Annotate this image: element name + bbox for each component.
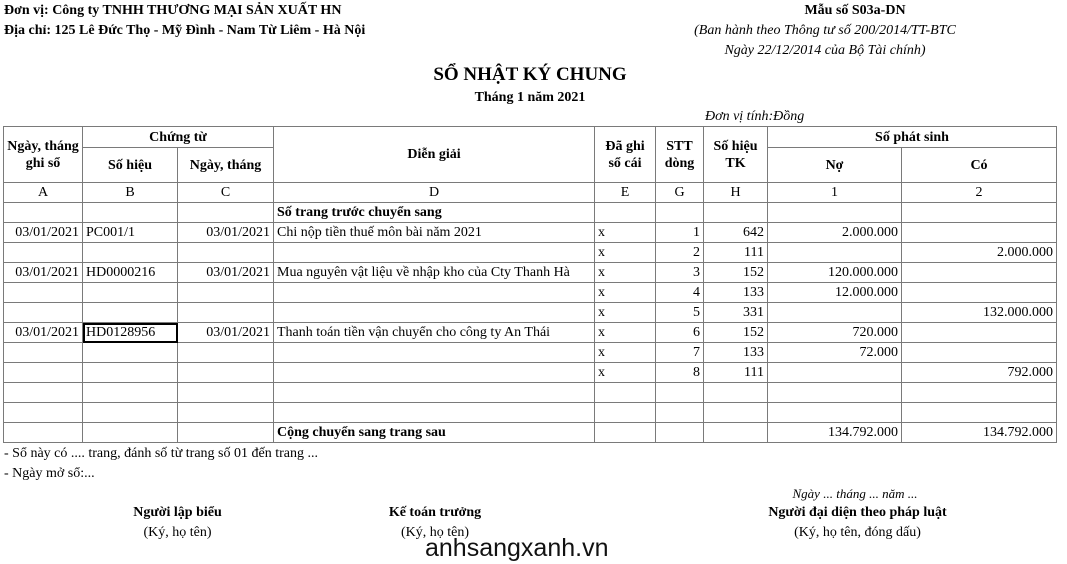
cell-posted[interactable]: x <box>595 363 656 383</box>
cell-voucher-no[interactable] <box>83 283 178 303</box>
page-subtitle: Tháng 1 năm 2021 <box>474 90 586 105</box>
cell-line-no[interactable]: 4 <box>656 283 704 303</box>
cell-posted[interactable]: x <box>595 263 656 283</box>
legal-rep-sign-note: (Ký, họ tên, đóng dấu) <box>794 525 921 540</box>
cell-date[interactable] <box>4 283 83 303</box>
cell-voucher-date[interactable] <box>178 303 274 323</box>
form-regulation-date: Ngày 22/12/2014 của Bộ Tài chính) <box>724 43 926 58</box>
letter-cell: H <box>704 183 768 203</box>
cell-line-no[interactable]: 2 <box>656 243 704 263</box>
cell-account[interactable]: 331 <box>704 303 768 323</box>
company-unit: Đơn vị: Công ty TNHH THƯƠNG MẠI SẢN XUẤT HN <box>4 3 342 18</box>
cell-line-no[interactable]: 7 <box>656 343 704 363</box>
cell-voucher-date[interactable]: 03/01/2021 <box>178 223 274 243</box>
cell-posted[interactable]: x <box>595 283 656 303</box>
header-description: Diễn giải <box>274 127 595 183</box>
cell-credit[interactable] <box>902 283 1057 303</box>
cell-credit[interactable] <box>902 343 1057 363</box>
page-title: SỔ NHẬT KÝ CHUNG <box>433 64 627 85</box>
cell-voucher-no[interactable] <box>83 243 178 263</box>
header-voucher-no: Số hiệu <box>83 148 178 183</box>
cell-description[interactable]: Mua nguyên vật liệu về nhập kho của Cty Thanh Hà <box>274 263 595 283</box>
cell-voucher-no[interactable] <box>83 303 178 323</box>
cell-account[interactable]: 111 <box>704 363 768 383</box>
cell-voucher-date[interactable] <box>178 363 274 383</box>
form-code: Mẫu số S03a-DN <box>804 3 906 18</box>
cell-line-no[interactable]: 8 <box>656 363 704 383</box>
cell-voucher-no[interactable]: PC001/1 <box>83 223 178 243</box>
cell-debit[interactable] <box>768 363 902 383</box>
cell-debit[interactable] <box>768 243 902 263</box>
empty-row <box>4 383 1057 403</box>
cell-line-no[interactable]: 1 <box>656 223 704 243</box>
cell-description[interactable]: Chi nộp tiền thuế môn bài năm 2021 <box>274 223 595 243</box>
header-voucher-date: Ngày, tháng <box>178 148 274 183</box>
cell-description[interactable]: Thanh toán tiền vận chuyển cho công ty An Thái <box>274 323 595 343</box>
cell-account[interactable]: 133 <box>704 343 768 363</box>
header-posted: Đã ghi sổ cái <box>595 127 656 183</box>
header-voucher: Chứng từ <box>83 127 274 148</box>
cell-account[interactable]: 152 <box>704 263 768 283</box>
cell-account[interactable]: 133 <box>704 283 768 303</box>
cell-date[interactable] <box>4 343 83 363</box>
journal-table <box>3 126 1057 443</box>
table-row <box>4 243 1057 263</box>
cell-description[interactable] <box>274 363 595 383</box>
cell-voucher-no[interactable] <box>83 363 178 383</box>
total-debit[interactable]: 134.792.000 <box>768 423 902 443</box>
cell-debit[interactable]: 2.000.000 <box>768 223 902 243</box>
note-pages: - Sổ này có .... trang, đánh số từ trang số 01 đến trang ... <box>4 446 318 461</box>
table-row <box>4 283 1057 303</box>
chief-accountant-sign-note: (Ký, họ tên) <box>400 525 470 540</box>
cell-date[interactable]: 03/01/2021 <box>4 223 83 243</box>
letter-cell: G <box>656 183 704 203</box>
cell-posted[interactable]: x <box>595 243 656 263</box>
cell-credit[interactable]: 132.000.000 <box>902 303 1057 323</box>
form-regulation-note: (Ban hành theo Thông tư số 200/2014/TT-BTC <box>694 23 956 38</box>
header-amount: Số phát sinh <box>768 127 1057 148</box>
cell-debit[interactable]: 72.000 <box>768 343 902 363</box>
cell-date[interactable] <box>4 303 83 323</box>
cell-line-no[interactable]: 5 <box>656 303 704 323</box>
cell-line-no[interactable]: 6 <box>656 323 704 343</box>
cell-voucher-date[interactable] <box>178 343 274 363</box>
cell-description[interactable] <box>274 343 595 363</box>
cell-credit[interactable] <box>902 223 1057 243</box>
total-credit[interactable]: 134.792.000 <box>902 423 1057 443</box>
watermark: anhsangxanh.vn <box>425 534 609 562</box>
chief-accountant-title: Kế toán trưởng <box>388 505 482 520</box>
table-row <box>4 263 1057 283</box>
legal-rep-title: Người đại diện theo pháp luật <box>768 505 947 520</box>
cell-account[interactable]: 642 <box>704 223 768 243</box>
carried-forward-row <box>4 203 1057 223</box>
letter-cell: A <box>4 183 83 203</box>
header-date: Ngày, tháng ghi sổ <box>4 127 83 183</box>
cell-credit[interactable]: 792.000 <box>902 363 1057 383</box>
cell-voucher-date[interactable]: 03/01/2021 <box>178 263 274 283</box>
table-row <box>4 303 1057 323</box>
cell-credit[interactable] <box>902 263 1057 283</box>
letter-cell: 2 <box>902 183 1057 203</box>
cell-description[interactable] <box>274 283 595 303</box>
signature-date: Ngày ... tháng ... năm ... <box>792 486 918 501</box>
cell-date[interactable] <box>4 363 83 383</box>
cell-voucher-no[interactable] <box>83 343 178 363</box>
cell-line-no[interactable]: 3 <box>656 263 704 283</box>
cell-debit[interactable]: 120.000.000 <box>768 263 902 283</box>
cell-account[interactable]: 111 <box>704 243 768 263</box>
cell-posted[interactable]: x <box>595 323 656 343</box>
cell-posted[interactable]: x <box>595 343 656 363</box>
cell-debit[interactable] <box>768 303 902 323</box>
cell-date[interactable]: 03/01/2021 <box>4 263 83 283</box>
letter-cell: C <box>178 183 274 203</box>
letter-cell: E <box>595 183 656 203</box>
cell-voucher-no-selected[interactable]: HD0128956 <box>83 323 178 343</box>
note-open-date: - Ngày mở sổ:... <box>4 466 95 481</box>
cell-date[interactable]: 03/01/2021 <box>4 323 83 343</box>
table-row <box>4 323 1057 343</box>
header-account: Số hiệu TK <box>704 127 768 183</box>
cell-debit[interactable]: 720.000 <box>768 323 902 343</box>
empty-row <box>4 403 1057 423</box>
cell-voucher-no[interactable]: HD0000216 <box>83 263 178 283</box>
currency-unit: Đơn vị tính:Đồng <box>705 109 805 124</box>
table-row <box>4 343 1057 363</box>
header-debit: Nợ <box>768 148 902 183</box>
cell-description[interactable] <box>274 303 595 323</box>
preparer-title: Người lập biểu <box>133 505 222 520</box>
carried-forward-label[interactable]: Số trang trước chuyển sang <box>274 203 595 223</box>
cell-posted[interactable]: x <box>595 303 656 323</box>
cell-description[interactable] <box>274 243 595 263</box>
header-line-no: STT dòng <box>656 127 704 183</box>
cell-posted[interactable]: x <box>595 223 656 243</box>
table-row <box>4 363 1057 383</box>
total-label[interactable]: Cộng chuyển sang trang sau <box>274 423 595 443</box>
letter-cell: D <box>274 183 595 203</box>
letter-cell: B <box>83 183 178 203</box>
table-row <box>4 223 1057 243</box>
cell-voucher-date[interactable] <box>178 243 274 263</box>
company-address: Địa chỉ: 125 Lê Đức Thọ - Mỹ Đình - Nam Từ Liêm - Hà Nội <box>4 23 366 38</box>
cell-voucher-date[interactable] <box>178 283 274 303</box>
cell-voucher-date[interactable]: 03/01/2021 <box>178 323 274 343</box>
cell-credit[interactable] <box>902 323 1057 343</box>
cell-credit[interactable]: 2.000.000 <box>902 243 1057 263</box>
preparer-sign-note: (Ký, họ tên) <box>143 525 212 540</box>
cell-debit[interactable]: 12.000.000 <box>768 283 902 303</box>
header-credit: Có <box>902 148 1057 183</box>
total-row <box>4 423 1057 443</box>
letter-cell: 1 <box>768 183 902 203</box>
cell-date[interactable] <box>4 243 83 263</box>
cell-account[interactable]: 152 <box>704 323 768 343</box>
